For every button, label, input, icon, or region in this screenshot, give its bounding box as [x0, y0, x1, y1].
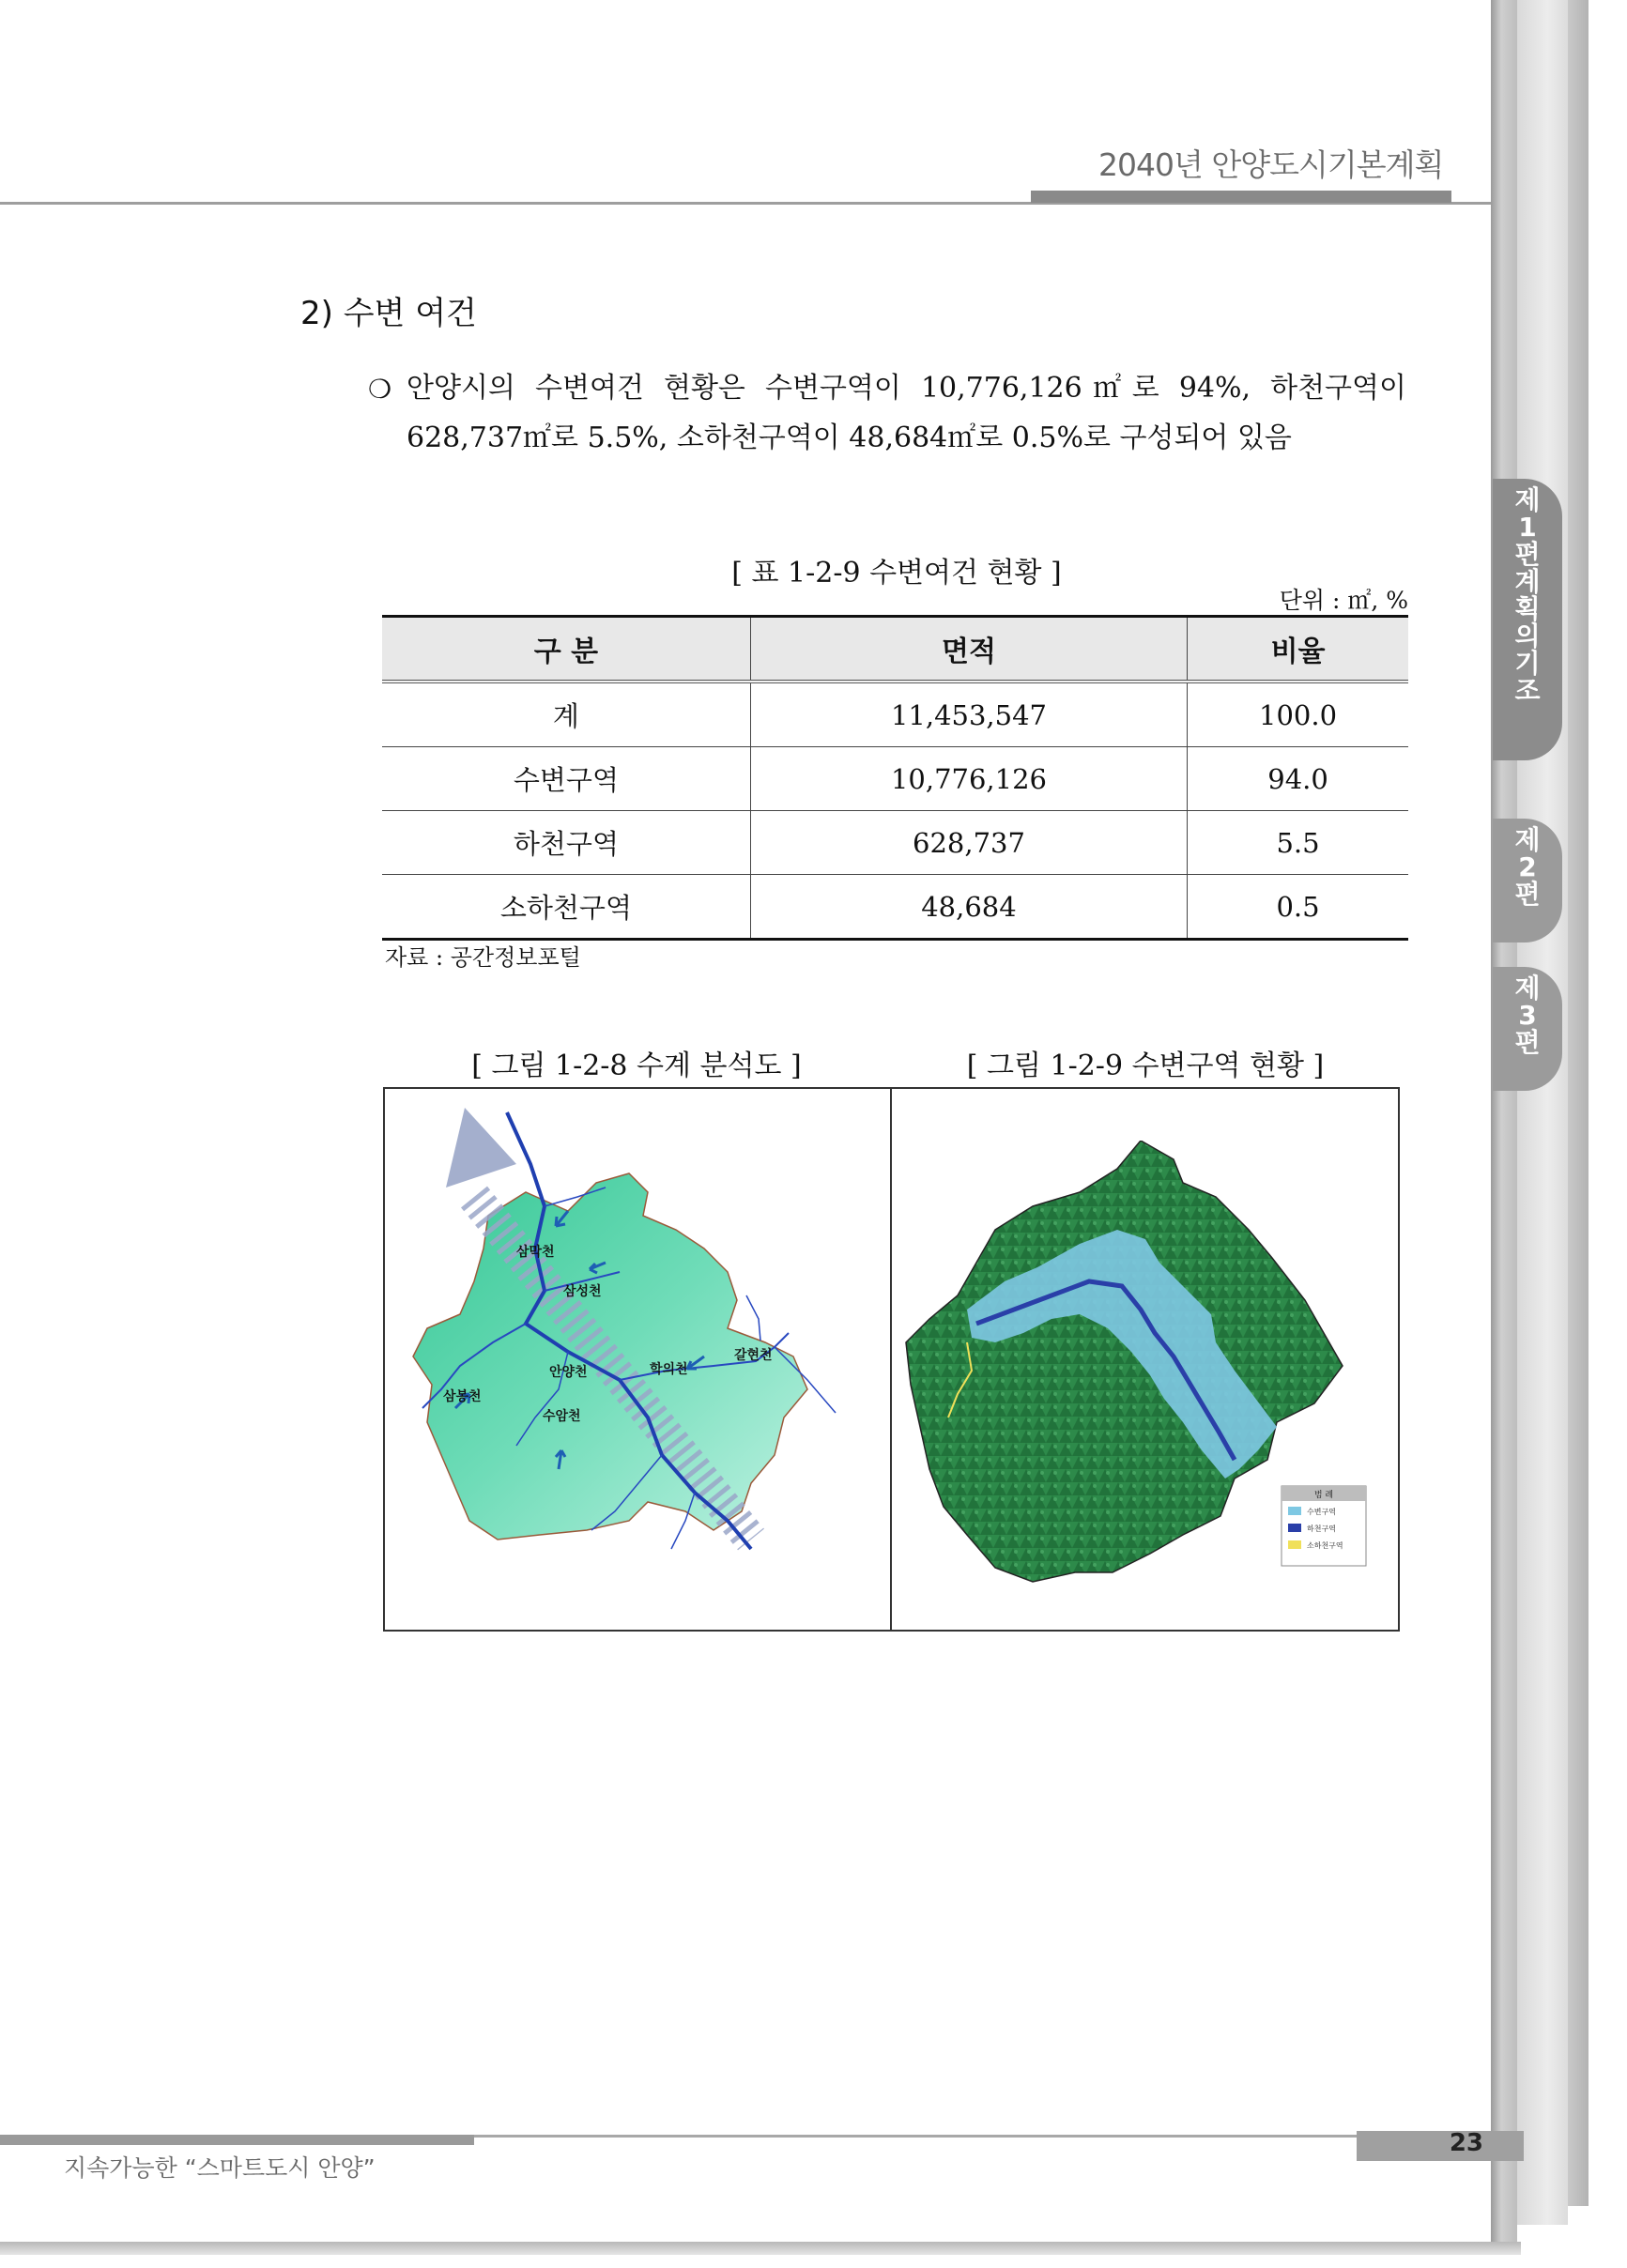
side-tab-part1[interactable]: 제 1 편 계 획 의 기 조: [1493, 479, 1562, 760]
flow-arrowhead: [446, 1108, 516, 1188]
table-cell: 소하천구역: [382, 875, 750, 940]
water-system-map: [404, 1108, 883, 1615]
tributary-stream: [746, 1295, 760, 1341]
map-label: 삼성천: [563, 1284, 602, 1299]
bullet-icon: ❍: [368, 374, 392, 405]
table-row: [382, 811, 1408, 875]
page-edge: [0, 2242, 1521, 2255]
table-row: [382, 747, 1408, 811]
page-edge: [1491, 0, 1517, 2244]
waterside-table: [382, 615, 1408, 941]
table-cell: 수변구역: [382, 747, 750, 811]
figure-caption: [ 그림 1-2-8 수계 분석도 ]: [471, 1050, 802, 1082]
table-cell: 11,453,547: [750, 682, 1187, 747]
map-label: 갈현천: [734, 1348, 773, 1363]
table-cell: 100.0: [1188, 682, 1408, 747]
table-row: [382, 682, 1408, 747]
map-label: 삼막천: [516, 1245, 555, 1260]
footer-rule-bar: [0, 2135, 474, 2145]
header-rule-bar: [1031, 191, 1451, 203]
legend-swatch: [1288, 1524, 1301, 1532]
legend-label: 수변구역: [1307, 1508, 1336, 1516]
legend-swatch: [1288, 1540, 1301, 1549]
city-terrain: [906, 1141, 1343, 1582]
side-tab-part3[interactable]: 제 3 편: [1493, 967, 1562, 1091]
map-label: 학의천: [650, 1362, 688, 1377]
column-header: 구 분: [382, 617, 750, 682]
side-tab-part2[interactable]: 제 2 편: [1493, 819, 1562, 942]
page-edge: [1568, 0, 1589, 2206]
page-edge: [1517, 0, 1568, 2225]
table-cell: 0.5: [1188, 875, 1408, 940]
table-cell: 628,737: [750, 811, 1187, 875]
table-source: 자료 : 공간정보포털: [385, 944, 581, 971]
table-cell: 5.5: [1188, 811, 1408, 875]
page-number: 23: [1449, 2129, 1483, 2157]
paragraph-line: 안양시의 수변여건 현황은 수변구역이 10,776,126㎡로 94%, 하천구역이: [407, 372, 1406, 405]
map-label: 수암천: [543, 1409, 581, 1424]
legend-swatch: [1288, 1507, 1301, 1515]
header-title: 2040년 안양도시기본계획: [1098, 146, 1444, 183]
table-header-row: [382, 617, 1408, 682]
map-label: 안양천: [549, 1365, 588, 1380]
map-label: 삼봉천: [443, 1389, 482, 1404]
figure-divider: [890, 1087, 892, 1632]
table-unit: 단위 : ㎡, %: [1279, 587, 1408, 614]
section-heading: 2) 수변 여건: [300, 295, 477, 332]
table-row: [382, 875, 1408, 940]
table-cell: 10,776,126: [750, 747, 1187, 811]
paragraph-line: 628,737㎡로 5.5%, 소하천구역이 48,684㎡로 0.5%로 구성되어 있음: [407, 421, 1292, 454]
column-header: 면적: [750, 617, 1187, 682]
footer-slogan: 지속가능한 “스마트도시 안양”: [64, 2154, 376, 2182]
table-cell: 계: [382, 682, 750, 747]
figure-caption: [ 그림 1-2-9 수변구역 현황 ]: [966, 1050, 1325, 1082]
legend-label: 소하천구역: [1307, 1541, 1343, 1550]
map-legend: [1282, 1486, 1366, 1566]
legend-label: 하천구역: [1307, 1525, 1336, 1533]
table-caption: [ 표 1-2-9 수변여건 현황 ]: [731, 557, 1062, 590]
column-header: 비율: [1188, 617, 1408, 682]
table-cell: 하천구역: [382, 811, 750, 875]
table-cell: 48,684: [750, 875, 1187, 940]
legend-title: 범 례: [1313, 1491, 1334, 1500]
table-cell: 94.0: [1188, 747, 1408, 811]
waterside-zone-map: [901, 1141, 1389, 1586]
